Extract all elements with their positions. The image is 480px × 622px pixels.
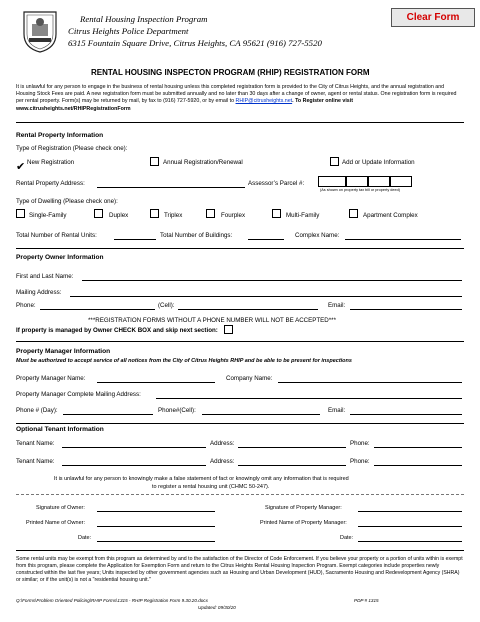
manager-email-label: Email: [328,407,346,414]
manager-date-label: Date: [340,535,354,541]
manager-printed-name-field[interactable] [358,526,462,527]
owner-managed-label: If property is managed by Owner CHECK BOX and skip next section: [16,327,218,334]
divider-dotted [16,494,464,495]
department-address: 6315 Fountain Square Drive, Citrus Heights, CA 95621 (916) 727-5520 [68,38,322,48]
apartment-complex-label: Apartment Complex [363,212,418,219]
total-units-label: Total Number of Rental Units: [16,232,97,239]
manager-mailing-label: Property Manager Complete Mailing Address: [16,391,141,398]
single-family-checkbox[interactable] [16,209,25,218]
updated-date: Updated: 09/30/20 [198,605,236,610]
tenant-1-address-label: Address: [210,440,235,447]
pdp-number: PDP # 1315 [354,598,379,603]
parcel-box-4[interactable] [390,176,412,187]
manager-email-field[interactable] [350,414,462,415]
tenant-2-phone-field[interactable] [374,465,462,466]
parcel-label: Assessor’s Parcel #: [248,180,305,187]
manager-heading: Property Manager Information [16,348,111,355]
divider-manager [16,341,464,342]
owner-cell-field[interactable] [178,309,318,310]
owner-mailing-field[interactable] [70,296,462,297]
manager-phone-cell-field[interactable] [202,414,320,415]
manager-mailing-field[interactable] [156,398,462,399]
manager-phone-day-field[interactable] [63,414,153,415]
owner-date-field[interactable] [97,541,215,542]
tenant-2-phone-label: Phone: [350,458,370,465]
manager-signature-field[interactable] [358,511,462,512]
declaration-line-1: It is unlawful for any person to knowingly make a false statement of fact or knowingly omit any information that is required [54,476,349,482]
rental-address-field[interactable] [97,187,245,188]
phone-required-notice: ***REGISTRATION FORMS WITHOUT A PHONE NUMBER WILL NOT BE ACCEPTED*** [88,317,336,324]
duplex-checkbox[interactable] [94,209,103,218]
tenant-2-address-field[interactable] [238,465,346,466]
multi-family-label: Multi-Family [286,212,320,219]
tenant-1-phone-label: Phone: [350,440,370,447]
fourplex-checkbox[interactable] [206,209,215,218]
program-name: Rental Housing Inspection Program [80,14,208,24]
owner-phone-field[interactable] [40,309,155,310]
company-name-field[interactable] [278,382,462,383]
dwelling-type-label: Type of Dwelling (Please check one): [16,198,118,205]
owner-mailing-label: Mailing Address: [16,289,62,296]
manager-subheading: Must be authorized to accept service of all notices from the City of Citrus Heights RHIP and be able to be present for inspections [16,358,352,364]
parcel-box-3[interactable] [368,176,390,187]
divider-footer [16,550,464,551]
owner-email-field[interactable] [350,309,462,310]
complex-name-label: Complex Name: [295,232,340,239]
divider-tenant [16,423,464,424]
owner-managed-checkbox[interactable] [224,325,233,334]
file-path: Q:\Forms\Problem Oriented Policing\RHIP Forms\1315 - RHIP Registration Form 9.30.20.docx [16,598,208,603]
update-information-label: Add or Update Information [342,159,415,166]
department-name: Citrus Heights Police Department [68,26,189,36]
apartment-complex-checkbox[interactable] [349,209,358,218]
owner-phone-label: Phone: [16,302,36,309]
new-registration-label: New Registration [27,159,75,166]
manager-date-field[interactable] [358,541,462,542]
total-buildings-label: Total Number of Buildings: [160,232,233,239]
intro-paragraph: It is unlawful for any person to engage in the business of rental housing unless this completed registration form is provided to the City of Citrus Heights, and the annual registration and Housing Stock Fees are paid. A new registration form must be submitted annually and no later than 30 days after a change of owner, agent or rental status. One registration form is required per rental property. Form(s) may be returned by mail, by fax to (916) 727-5920, or by email to RHIP@citrusheights.net. To Register online visit www.citrusheights.net/RHIPRegistrationForm [16,84,457,112]
manager-phone-day-label: Phone # (Day): [16,407,58,414]
rental-address-label: Rental Property Address: [16,180,85,187]
divider-top [16,122,464,123]
rental-property-heading: Rental Property Information [16,132,104,139]
owner-printed-name-label: Printed Name of Owner: [26,520,85,526]
update-information-checkbox[interactable] [330,157,339,166]
owner-signature-field[interactable] [97,511,215,512]
tenant-1-name-field[interactable] [62,447,206,448]
single-family-label: Single-Family [29,212,67,219]
owner-heading: Property Owner Information [16,254,104,261]
form-title: RENTAL HOUSING INSPECTON PROGRAM (RHIP) REGISTRATION FORM [91,68,370,77]
owner-cell-label: (Cell): [158,302,175,309]
duplex-label: Duplex [109,212,129,219]
total-units-field[interactable] [114,239,156,240]
manager-printed-name-label: Printed Name of Property Manager: [260,520,347,526]
triplex-checkbox[interactable] [150,209,159,218]
parcel-note: (As shown on property tax bill or property deed) [320,188,400,192]
new-registration-checkbox[interactable] [16,157,26,173]
manager-signature-label: Signature of Property Manager: [265,505,342,511]
complex-name-field[interactable] [345,239,461,240]
manager-phone-cell-label: Phone#(Cell): [158,407,196,414]
rhip-email-link[interactable]: RHIP@citrusheights.net [235,98,293,105]
multi-family-checkbox[interactable] [272,209,281,218]
owner-email-label: Email: [328,302,346,309]
triplex-label: Triplex [164,212,183,219]
manager-name-field[interactable] [97,382,215,383]
declaration-line-2: to register a rental housing unit (CHMC 50-247). [152,484,270,490]
tenant-1-address-field[interactable] [238,447,346,448]
check-icon: ✔ [16,161,26,173]
tenant-1-name-label: Tenant Name: [16,440,55,447]
divider-owner [16,248,464,249]
exemption-paragraph: Some rental units may be exempt from this program as determined by and to the satisfaction of the Director of Code Enforcement. If you believe your property or a portion of units within is exempt from this program, please complete the Application for Exemption Form and return to the Citrus Heights Rental Housing Inspection Program. Exempt categories include properties newly constructed within the last five years; Units inspected by other government agencies such as Housing and Urban Development (HUD), Sacramento Housing and Redevelopment Agency (SHRA) or similar; or if the unit(s) is not a "residential housing unit." [16,556,463,583]
type-of-registration-label: Type of Registration (Please check one): [16,145,128,152]
tenant-heading: Optional Tenant Information [16,426,104,433]
fourplex-label: Fourplex [221,212,246,219]
tenant-1-phone-field[interactable] [374,447,462,448]
city-seal [20,8,60,53]
owner-signature-label: Signature of Owner: [36,505,85,511]
owner-printed-name-field[interactable] [97,526,215,527]
company-name-label: Company Name: [226,375,273,382]
parcel-box-2[interactable] [346,176,368,187]
annual-registration-checkbox[interactable] [150,157,159,166]
tenant-2-name-field[interactable] [62,465,206,466]
clear-form-button[interactable]: Clear Form [391,8,475,27]
owner-name-label: First and Last Name: [16,273,74,280]
manager-name-label: Property Manager Name: [16,375,86,382]
parcel-box-1[interactable] [318,176,346,187]
total-buildings-field[interactable] [248,239,284,240]
owner-name-field[interactable] [82,280,462,281]
tenant-2-address-label: Address: [210,458,235,465]
tenant-2-name-label: Tenant Name: [16,458,55,465]
annual-registration-label: Annual Registration/Renewal [163,159,243,166]
owner-date-label: Date: [78,535,92,541]
